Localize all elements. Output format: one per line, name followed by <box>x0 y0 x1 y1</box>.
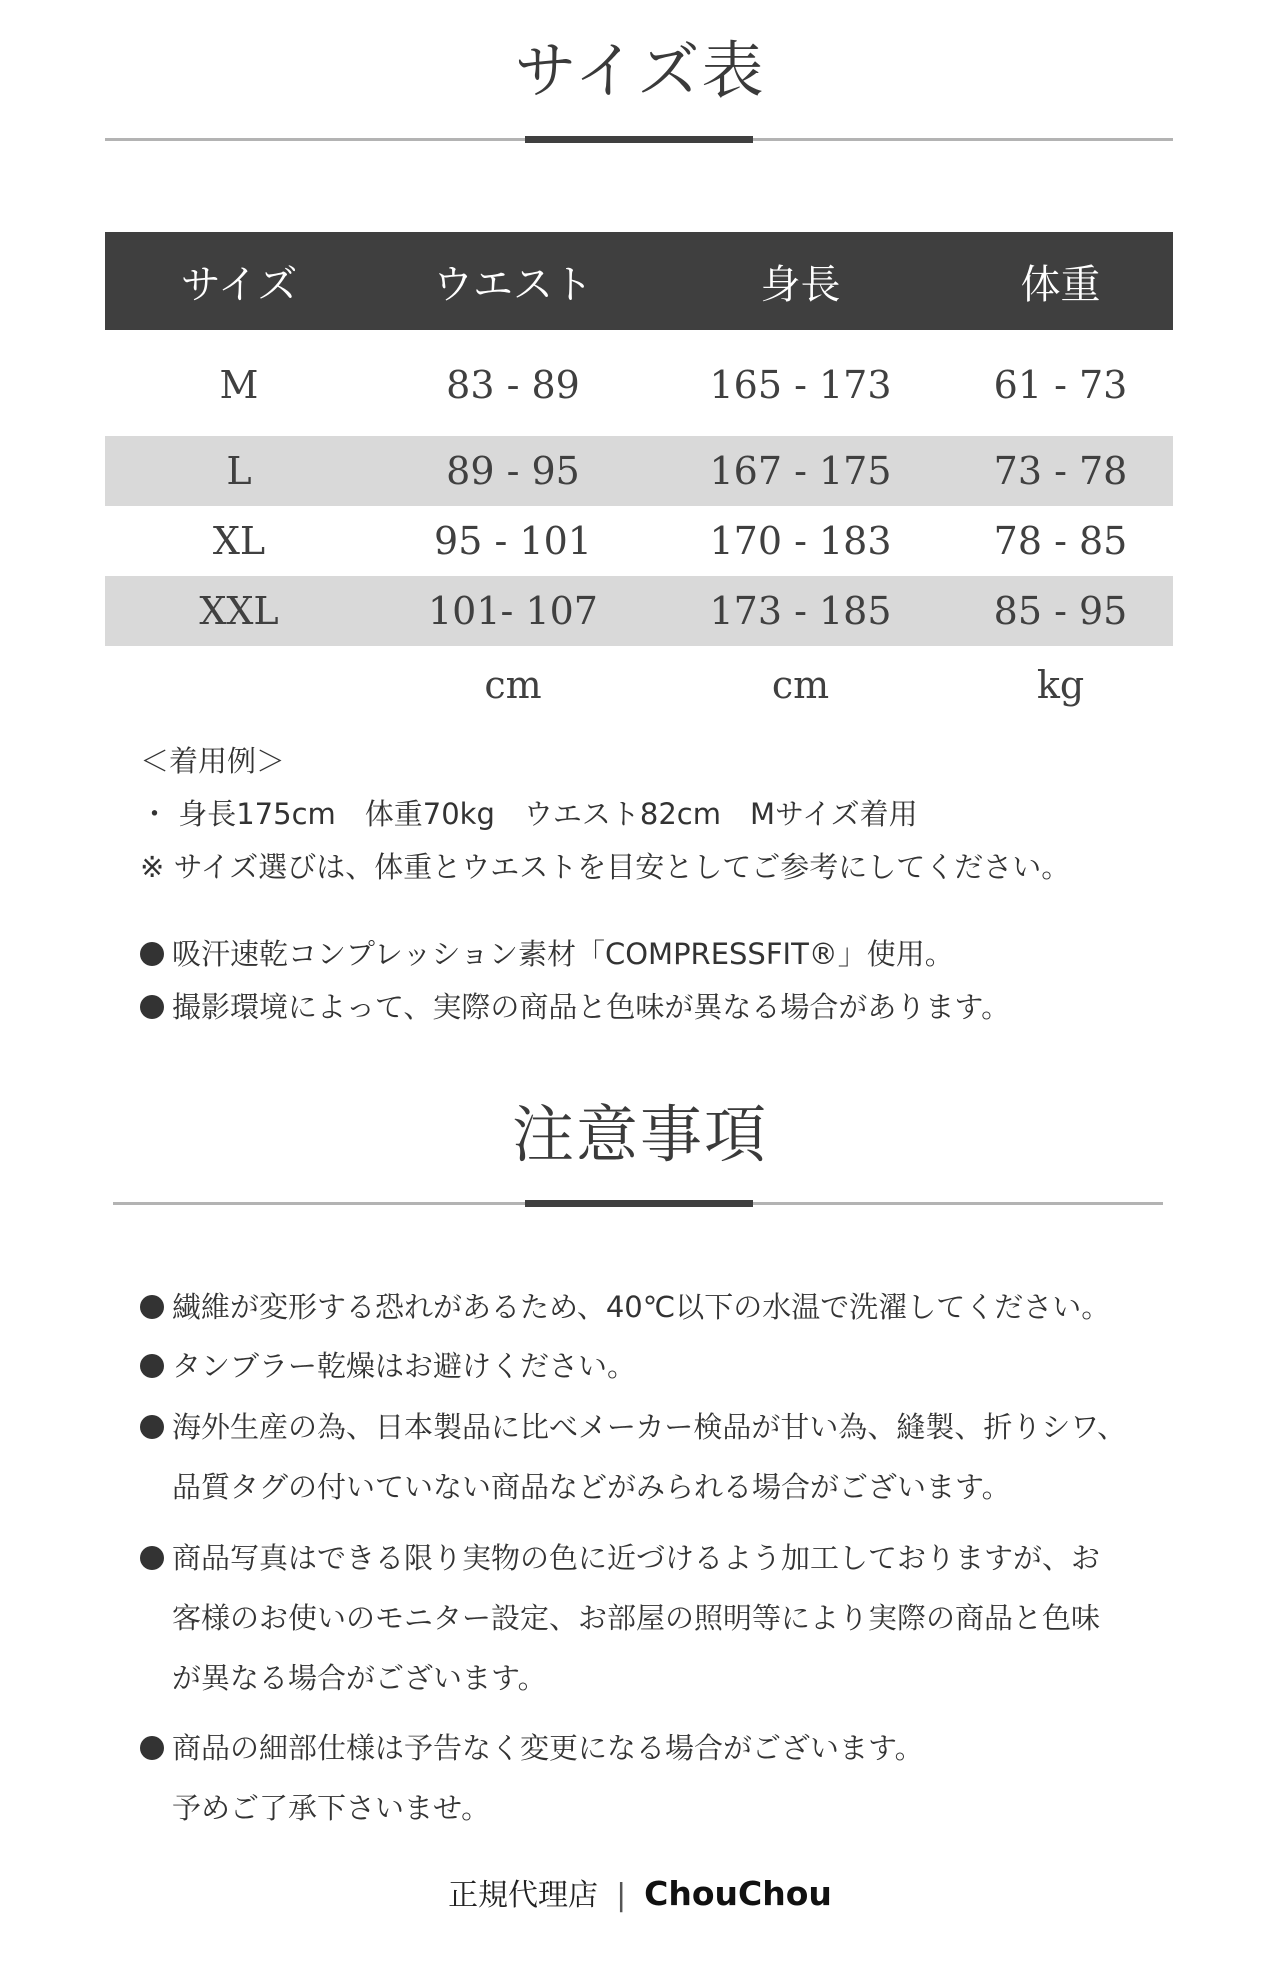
caution-item <box>140 1336 1180 1396</box>
cell-waist: 83 - 89 <box>446 363 580 407</box>
unit-height: cm <box>771 663 830 707</box>
table-row <box>105 506 1173 576</box>
size-table <box>105 232 1173 724</box>
caution-text-continued: 品質タグの付いていない商品などがみられる場合がございます。 <box>172 1470 1011 1504</box>
cell-weight: 85 - 95 <box>948 576 1173 646</box>
wearing-example-model: ・ 身長175cm 体重70kg ウエスト82cm Mサイズ着用 <box>140 797 918 831</box>
bullet-icon <box>140 995 164 1019</box>
caution-text: タンブラー乾燥はお避けください。 <box>172 1349 637 1383</box>
cell-weight: 73 - 78 <box>948 436 1173 506</box>
caution-item <box>140 1397 1180 1517</box>
unit-size <box>105 646 373 724</box>
bullet-icon <box>140 942 164 966</box>
material-note-text: 吸汗速乾コンプレッション素材「COMPRESSFIT®」使用。 <box>172 937 954 971</box>
cell-size: XXL <box>105 576 373 646</box>
cell-size: XL <box>212 519 266 563</box>
caution-text: 商品の細部仕様は予告なく変更になる場合がございます。 <box>172 1731 924 1765</box>
header-waist: ウエスト <box>373 232 653 330</box>
units-row <box>105 646 1173 724</box>
cautions-title: 注意事項 <box>511 1098 768 1171</box>
size-advice: ※ サイズ選びは、体重とウエストを目安としてご参考にしてください。 <box>140 850 1071 884</box>
material-note <box>140 990 1011 1024</box>
wearing-example-heading: ＜着用例＞ <box>140 744 286 778</box>
title-divider-accent <box>525 1200 753 1207</box>
brand-name: ChouChou <box>644 1874 832 1913</box>
footer <box>0 1870 1280 1914</box>
bullet-icon <box>140 1415 164 1439</box>
cell-size: L <box>105 436 373 506</box>
header-size: サイズ <box>105 232 373 330</box>
cell-weight: 61 - 73 <box>993 363 1128 407</box>
caution-text-continued: が異なる場合がございます。 <box>172 1661 547 1695</box>
caution-text-continued: 予めご了承下さいませ。 <box>172 1791 491 1825</box>
bullet-icon <box>140 1295 164 1319</box>
title-divider-accent <box>525 136 753 143</box>
table-row <box>105 330 1173 436</box>
cell-size: M <box>219 363 259 407</box>
unit-weight: kg <box>1036 663 1085 707</box>
material-note-text: 撮影環境によって、実際の商品と色味が異なる場合があります。 <box>172 990 1011 1024</box>
caution-text: 繊維が変形する恐れがあるため、40℃以下の水温で洗濯してください。 <box>172 1290 1111 1324</box>
cell-height: 165 - 173 <box>709 363 892 407</box>
cell-height: 173 - 185 <box>653 576 948 646</box>
footer-separator: | <box>616 1878 627 1913</box>
caution-text: 海外生産の為、日本製品に比べメーカー検品が甘い為、縫製、折りシワ、 <box>172 1410 1127 1444</box>
material-note <box>140 937 954 971</box>
caution-item <box>140 1277 1180 1337</box>
bullet-icon <box>140 1736 164 1760</box>
table-header-row <box>105 232 1173 330</box>
cell-waist: 95 - 101 <box>434 519 592 563</box>
table-row <box>105 576 1173 646</box>
caution-item <box>140 1528 1180 1708</box>
authorized-dealer-label: 正規代理店 <box>448 1878 599 1913</box>
unit-waist: cm <box>484 663 542 707</box>
cell-weight: 78 - 85 <box>993 519 1128 563</box>
cell-height: 170 - 183 <box>709 519 892 563</box>
cell-waist: 101- 107 <box>373 576 653 646</box>
caution-item <box>140 1718 1180 1838</box>
bullet-icon <box>140 1354 164 1378</box>
header-height: 身長 <box>653 232 948 330</box>
bullet-icon <box>140 1546 164 1570</box>
size-chart-title: サイズ表 <box>514 34 766 107</box>
table-row <box>105 436 1173 506</box>
caution-text-continued: 客様のお使いのモニター設定、お部屋の照明等により実際の商品と色味 <box>172 1601 1101 1635</box>
header-weight: 体重 <box>948 232 1173 330</box>
caution-text: 商品写真はできる限り実物の色に近づけるよう加工しておりますが、お <box>172 1541 1101 1575</box>
cell-waist: 89 - 95 <box>373 436 653 506</box>
cell-height: 167 - 175 <box>653 436 948 506</box>
